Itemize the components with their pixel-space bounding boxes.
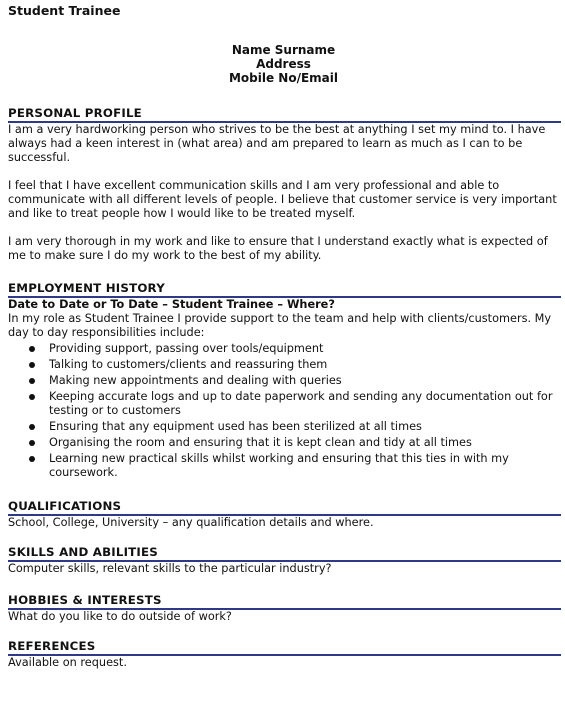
job-title: Date to Date or To Date – Student Trainee – Where? xyxy=(8,298,335,311)
section-heading-qualifications: QUALIFICATIONS xyxy=(8,500,561,516)
document-title: Student Trainee xyxy=(8,3,121,18)
qualifications-text: School, College, University – any qualification details and where. xyxy=(8,516,374,529)
skills-text: Computer skills, relevant skills to the particular industry? xyxy=(8,562,332,575)
qualifications-section xyxy=(8,500,561,530)
bullet-icon xyxy=(29,440,35,446)
duty-text: Ensuring that any equipment used has been sterilized at all times xyxy=(49,420,422,433)
bullet-icon xyxy=(29,456,35,462)
bullet-icon xyxy=(29,362,35,368)
list-item xyxy=(8,342,561,356)
section-heading-skills: SKILLS AND ABILITIES xyxy=(8,546,561,562)
employment-history-section xyxy=(8,282,561,482)
bullet-icon xyxy=(29,394,35,400)
section-heading-hobbies: HOBBIES & INTERESTS xyxy=(8,594,561,610)
list-item xyxy=(8,374,561,388)
list-item xyxy=(8,452,561,480)
section-heading-references: REFERENCES xyxy=(8,640,561,656)
bullet-icon xyxy=(29,424,35,430)
hobbies-text: What do you like to do outside of work? xyxy=(8,610,232,623)
bullet-icon xyxy=(29,378,35,384)
list-item xyxy=(8,390,561,418)
list-item xyxy=(8,420,561,434)
candidate-contact: Mobile No/Email xyxy=(228,71,338,85)
job-intro: In my role as Student Trainee I provide support to the team and help with clients/customers. My day to day responsibilities include: xyxy=(8,312,552,339)
profile-paragraph-2: I feel that I have excellent communication skills and I am very professional and able to communicate with all different levels of people. I believe that customer service is very important and like to treat people how I would like to be treated myself. xyxy=(8,179,557,220)
bullet-icon xyxy=(29,346,35,352)
duty-text: Learning new practical skills whilst working and ensuring that this ties in with my coursework. xyxy=(49,452,509,479)
contact-header xyxy=(0,43,565,85)
list-item xyxy=(8,436,561,450)
profile-paragraph-3: I am very thorough in my work and like to ensure that I understand exactly what is expected of me to make sure I do my work to the best of my ability. xyxy=(8,235,548,262)
candidate-name: Name Surname xyxy=(231,43,336,57)
section-heading-employment-history: EMPLOYMENT HISTORY xyxy=(8,282,561,298)
duty-text: Keeping accurate logs and up to date paperwork and sending any documentation out for testing or to customers xyxy=(49,390,553,417)
candidate-address: Address xyxy=(256,57,311,71)
personal-profile-section xyxy=(8,107,561,263)
references-text: Available on request. xyxy=(8,656,127,669)
duty-text: Talking to customers/clients and reassuring them xyxy=(49,358,328,371)
hobbies-section xyxy=(8,594,561,624)
list-item xyxy=(8,358,561,372)
duty-text: Making new appointments and dealing with queries xyxy=(49,374,342,387)
skills-section xyxy=(8,546,561,576)
profile-paragraph-1: I am a very hardworking person who strives to be the best at anything I set my mind to. I have always had a keen interest in (what area) and am prepared to learn as much as I can to be successful. xyxy=(8,123,546,164)
references-section xyxy=(8,640,561,670)
duties-list xyxy=(8,342,561,480)
duty-text: Organising the room and ensuring that it is kept clean and tidy at all times xyxy=(49,436,472,449)
section-heading-personal-profile: PERSONAL PROFILE xyxy=(8,107,561,123)
duty-text: Providing support, passing over tools/equipment xyxy=(49,342,324,355)
